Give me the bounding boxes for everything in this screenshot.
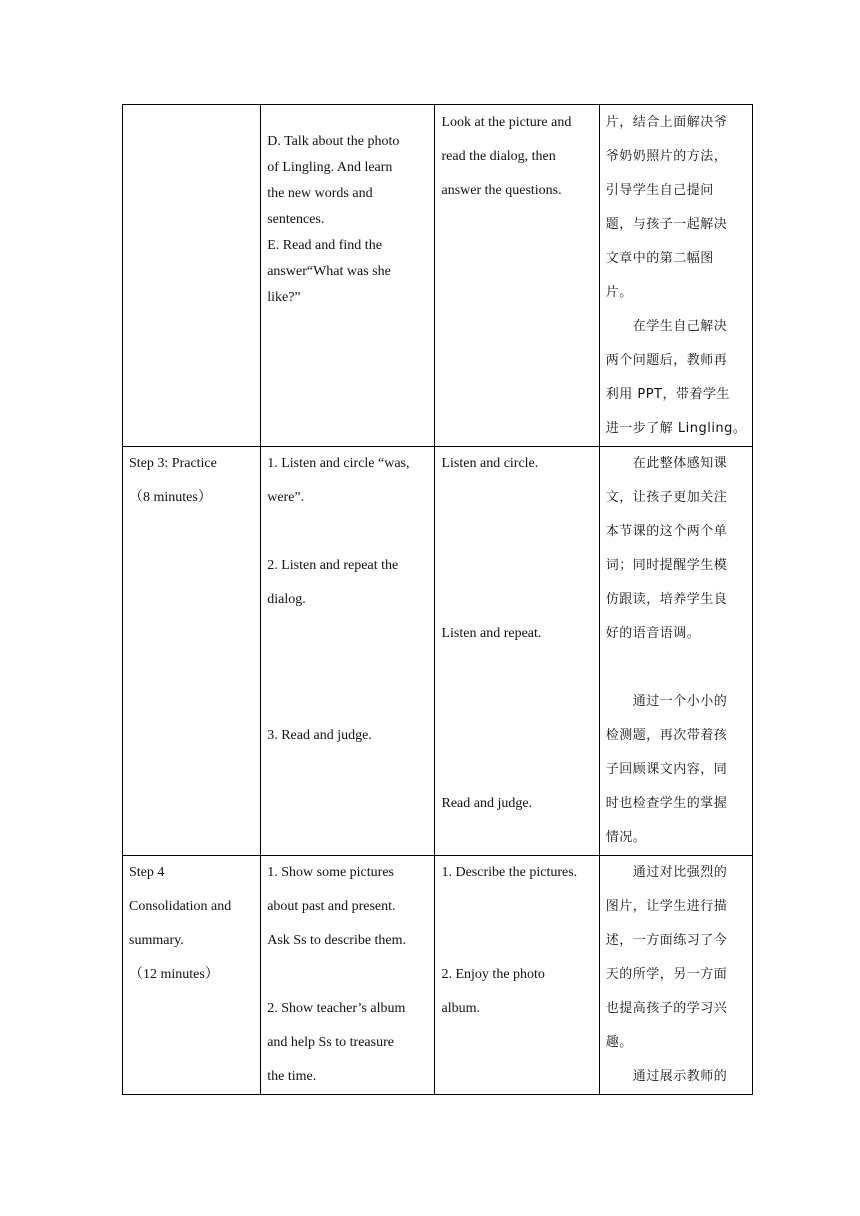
text-line: of Lingling. And learn	[267, 160, 393, 175]
text-line: Step 3: Practice	[129, 456, 217, 471]
text-line: 检测题，再次带着孩	[605, 728, 728, 743]
text-line	[441, 719, 592, 753]
text-line	[267, 651, 428, 685]
text-line: Consolidation and	[129, 899, 232, 914]
text-line: 2. Enjoy the photo	[441, 967, 545, 982]
text-line: and help Ss to treasure	[267, 1035, 394, 1050]
student-activity-cell	[435, 105, 599, 447]
text-line: 2. Show teacher’s album	[267, 1001, 406, 1016]
text-line: 趣。	[605, 1035, 633, 1050]
text-line: 两个问题后，教师再	[605, 353, 728, 368]
text-line	[441, 890, 592, 924]
text-line: 利用 PPT，带着学生	[605, 387, 730, 402]
text-line: 进一步了解 Lingling。	[605, 421, 747, 436]
text-line	[441, 583, 592, 617]
student-activity-cell	[435, 856, 599, 1095]
text-line: summary.	[129, 933, 184, 948]
text-line: 文章中的第二幅图	[605, 251, 714, 266]
text-line: D. Talk about the photo	[267, 134, 400, 149]
text-line	[441, 515, 592, 549]
text-line: read the dialog, then	[441, 149, 556, 164]
lesson-plan-table	[122, 104, 753, 1095]
text-line: 文，让孩子更加关注	[605, 490, 728, 505]
text-line: （12 minutes）	[129, 967, 219, 982]
text-line	[441, 651, 592, 685]
text-line: 子回顾课文内容，同	[605, 762, 728, 777]
text-line: 本节课的这个两个单	[605, 524, 728, 539]
text-line: 1. Describe the pictures.	[441, 865, 578, 880]
text-line: 1. Show some pictures	[267, 865, 394, 880]
text-line	[267, 685, 428, 719]
text-line: like?”	[267, 290, 301, 305]
text-line: answer the questions.	[441, 183, 562, 198]
text-line	[267, 958, 428, 992]
text-line	[267, 617, 428, 651]
text-line: 片。	[605, 285, 633, 300]
text-line	[441, 753, 592, 787]
text-line: Step 4	[129, 865, 165, 880]
text-line	[441, 924, 592, 958]
step-cell	[123, 447, 261, 856]
student-activity-cell	[435, 447, 599, 856]
text-line: 也提高孩子的学习兴	[605, 1001, 728, 1016]
table-row	[123, 856, 753, 1095]
text-line: 述，一方面练习了今	[605, 933, 728, 948]
text-line: 时也检查学生的掌握	[605, 796, 728, 811]
text-line: 好的语音语调。	[605, 626, 701, 641]
step-cell	[123, 105, 261, 447]
text-line: about past and present.	[267, 899, 396, 914]
text-line: answer“What was she	[267, 264, 391, 279]
table-row	[123, 447, 753, 856]
text-line	[441, 481, 592, 515]
text-line: album.	[441, 1001, 480, 1016]
step-cell	[123, 856, 261, 1095]
teacher-activity-cell	[261, 447, 435, 856]
table-row	[123, 105, 753, 447]
text-line: 天的所学，另一方面	[605, 967, 728, 982]
text-line: sentences.	[267, 212, 325, 227]
text-line: 通过展示教师的	[605, 1069, 728, 1084]
purpose-cell	[599, 447, 752, 856]
text-line: 在此整体感知课	[605, 456, 728, 471]
text-line: 在学生自己解决	[605, 319, 728, 334]
text-line: the time.	[267, 1069, 317, 1084]
text-line: Listen and circle.	[441, 456, 539, 471]
text-line: Listen and repeat.	[441, 626, 542, 641]
text-line: 3. Read and judge.	[267, 728, 372, 743]
text-line: 词；同时提醒学生模	[605, 558, 728, 573]
text-line: 2. Listen and repeat the	[267, 558, 399, 573]
text-line: 情况。	[605, 830, 647, 845]
text-line: the new words and	[267, 186, 373, 201]
text-line: 题，与孩子一起解决	[605, 217, 728, 232]
text-line: E. Read and find the	[267, 238, 382, 253]
text-line	[606, 651, 746, 685]
text-line: 引导学生自己提问	[605, 183, 714, 198]
text-line: （8 minutes）	[129, 490, 212, 505]
text-line: Read and judge.	[441, 796, 533, 811]
text-line: 图片，让学生进行描	[605, 899, 728, 914]
teacher-activity-cell	[261, 856, 435, 1095]
text-line	[441, 549, 592, 583]
purpose-cell	[599, 856, 752, 1095]
text-line: 通过一个小小的	[605, 694, 728, 709]
text-line: 仿跟读，培养学生良	[605, 592, 728, 607]
text-line: 1. Listen and circle “was,	[267, 456, 410, 471]
text-line: Look at the picture and	[441, 115, 572, 130]
teacher-activity-cell	[261, 105, 435, 447]
text-line: 通过对比强烈的	[605, 865, 728, 880]
text-line: Ask Ss to describe them.	[267, 933, 407, 948]
purpose-cell	[599, 105, 752, 447]
text-line: were”.	[267, 490, 305, 505]
text-line	[267, 515, 428, 549]
text-line: 片，结合上面解决爷	[605, 115, 728, 130]
text-line	[441, 685, 592, 719]
text-line: 爷奶奶照片的方法，	[605, 149, 728, 164]
text-line: dialog.	[267, 592, 306, 607]
